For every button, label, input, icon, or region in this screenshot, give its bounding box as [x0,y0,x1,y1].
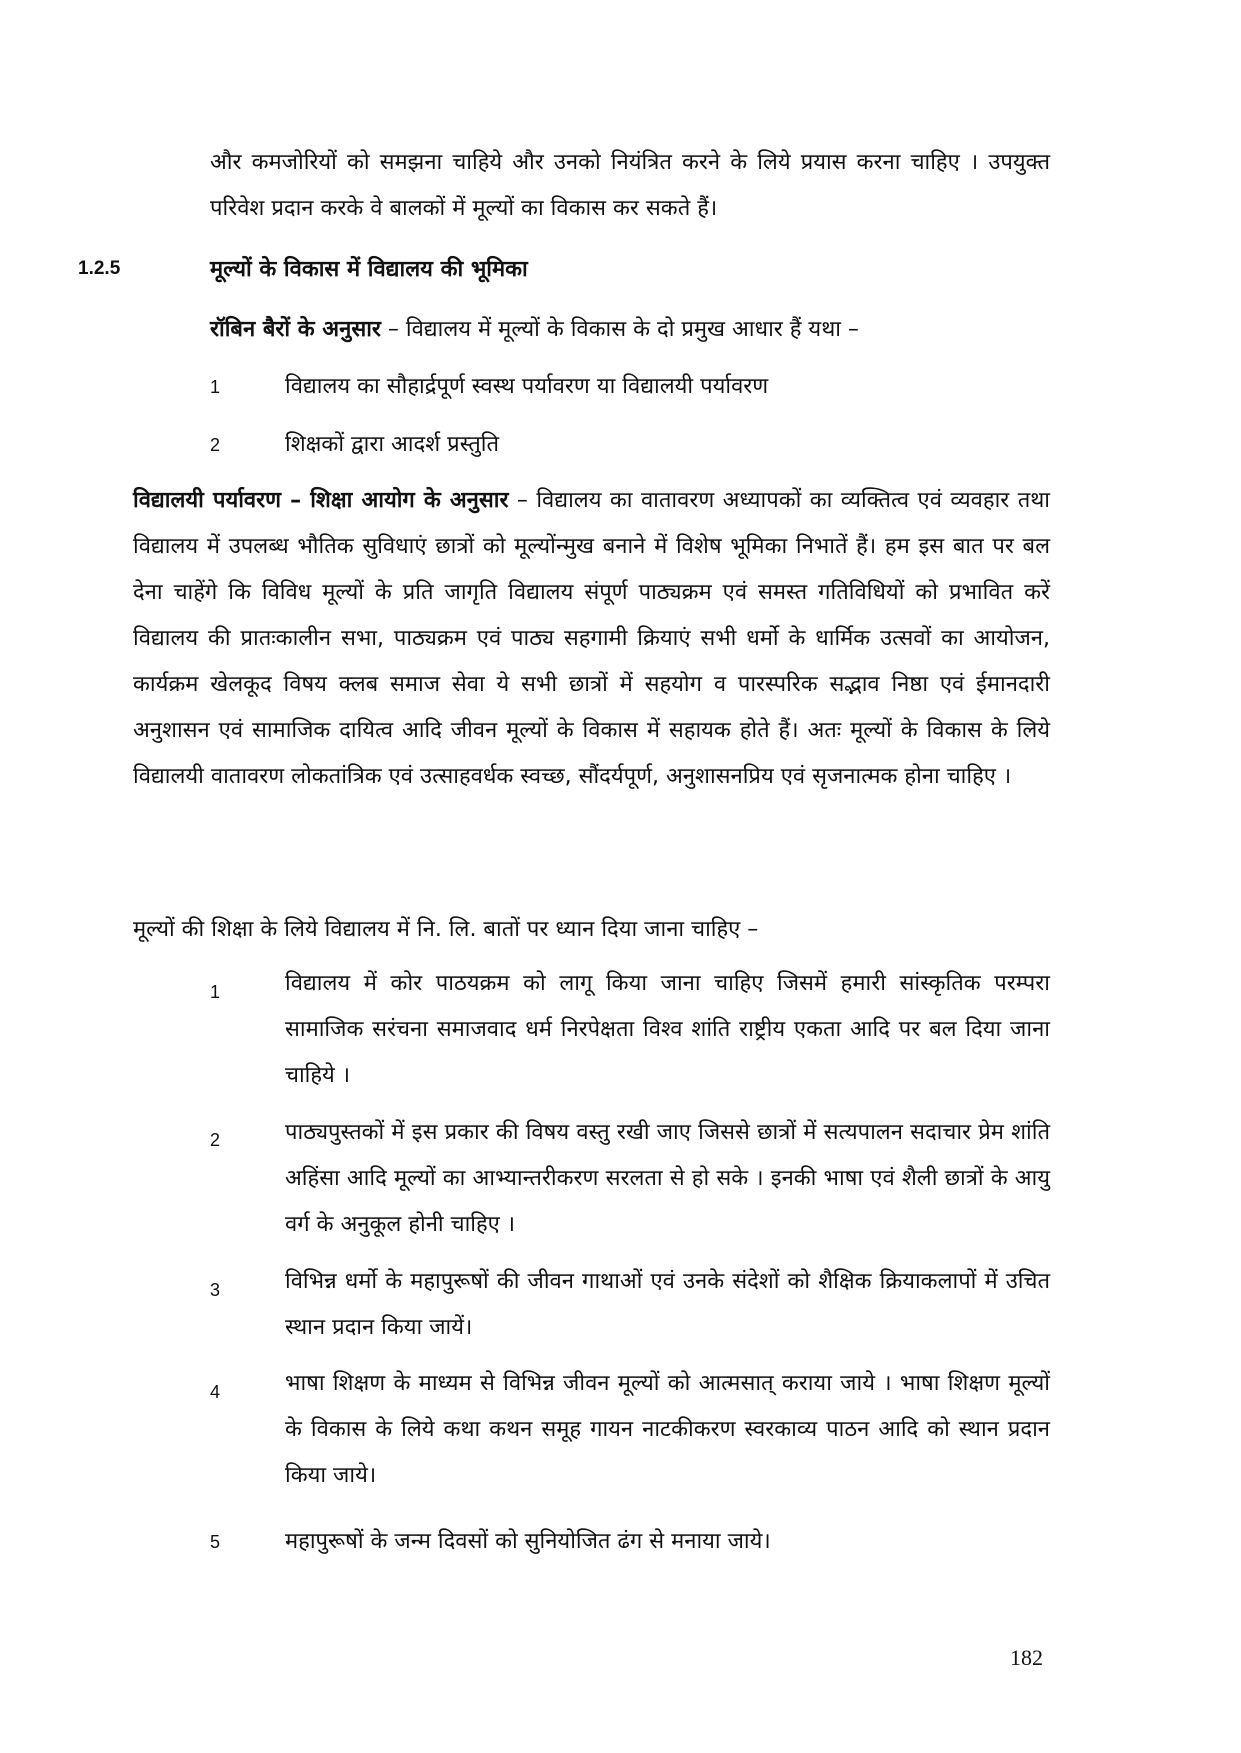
section-title: मूल्यों के विकास में विद्यालय की भूमिका [210,257,528,282]
base-number: 2 [210,435,221,455]
section-number: 1.2.5 [78,258,121,279]
point-text: पाठ्यपुस्तकों में इस प्रकार की विषय वस्तु रखी जाए जिससे छात्रों में सत्यपालन सदाचार प्रेम शांति अहिंसा आदि मूल्यों का आभ्यान्तरीकरण सरलता से हो सके । इनकी भाषा एवं शैली छात्रों के आयु वर्ग के अनुकूल होनी चाहिए । [285,1120,1050,1237]
point-text: भाषा शिक्षण के माध्यम से विभिन्न जीवन मूल्यों को आत्मसात् कराया जाये । भाषा शिक्षण मूल्यों के विकास के लिये कथा कथन समूह गायन नाटकीकरण स्वरकाव्य पाठन आदि को स्थान प्रदान किया जाये। [285,1371,1050,1488]
point-number: 5 [210,1532,221,1552]
page-number: 182 [1010,1645,1043,1670]
robin-text: – विद्यालय में मूल्यों के विकास के दो प्रमुख आधार हैं यथा – [380,317,859,342]
points-intro: मूल्यों की शिक्षा के लिये विद्यालय में नि. लि. बातों पर ध्यान दिया जाना चाहिए – [133,917,759,942]
base-number: 1 [210,377,221,397]
base-item: शिक्षकों द्वारा आदर्श प्रस्तुति [285,432,500,457]
base-item: विद्यालय का सौहार्द्रपूर्ण स्वस्थ पर्यावरण या विद्यालयी पर्यावरण [285,374,769,399]
point-number: 2 [210,1130,221,1150]
intro-paragraph: और कमजोरियों को समझना चाहिये और उनको नियंत्रित करने के लिये प्रयास करना चाहिए । उपयुक्त परिवेश प्रदान करके वे बालकों में मूल्यों का विकास कर सकते हैं। [210,150,1050,221]
point-number: 1 [210,982,221,1002]
robin-statement [210,313,859,343]
point-text: विद्यालय में कोर पाठयक्रम को लागू किया जाना चाहिए जिसमें हमारी सांस्कृतिक परम्परा सामाजिक सरंचना समाजवाद धर्म निरपेक्षता विश्व शांति राष्ट्रीय एकता आदि पर बल दिया जाना चाहिये । [285,971,1050,1088]
environment-paragraph [133,478,1050,800]
environment-text: – विद्यालय का वातावरण अध्यापकों का व्यक्तित्व एवं व्यवहार तथा विद्यालय में उपलब्ध भौतिक सुविधाएं छात्रों को मूल्योंन्मुख बनाने में विशेष भूमिका निभातें हैं। हम इस बात पर बल देना चाहेंगे कि विविध मूल्यों के प्रति जागृति विद्यालय संपूर्ण पाठ्यक्रम एवं समस्त गतिविधियों को प्रभावित करें विद्यालय की प्रातःकालीन सभा, पाठ्यक्रम एवं पाठ्य सहगामी क्रियाएं सभी धर्मो के धार्मिक उत्सवों का आयोजन, कार्यक्रम खेलकूद विषय क्लब समाज सेवा ये सभी छात्रों में सहयोग व पारस्परिक सद्भाव निष्ठा एवं ईमानदारी अनुशासन एवं सामाजिक दायित्व आदि जीवन मूल्यों के विकास में सहायक होते हैं। अतः मूल्यों के विकास के लिये विद्यालयी वातावरण लोकतांत्रिक एवं उत्साहवर्धक स्वच्छ, सौंदर्यपूर्ण, अनुशासनप्रिय एवं सृजनात्मक होना चाहिए । [133,488,1050,789]
robin-label: रॉबिन बैरों के अनुसार [210,317,381,342]
point-number: 4 [210,1382,221,1402]
environment-label: विद्यालयी पर्यावरण – शिक्षा आयोग के अनुसार [133,488,509,513]
point-number: 3 [210,1280,221,1300]
point-text: महापुरूषों के जन्म दिवसों को सुनियोजित ढंग से मनाया जाये। [285,1529,771,1554]
point-text: विभिन्न धर्मो के महापुरूषों की जीवन गाथाओं एवं उनके संदेशों को शैक्षिक क्रियाकलापों में उचित स्थान प्रदान किया जायें। [285,1269,1050,1340]
